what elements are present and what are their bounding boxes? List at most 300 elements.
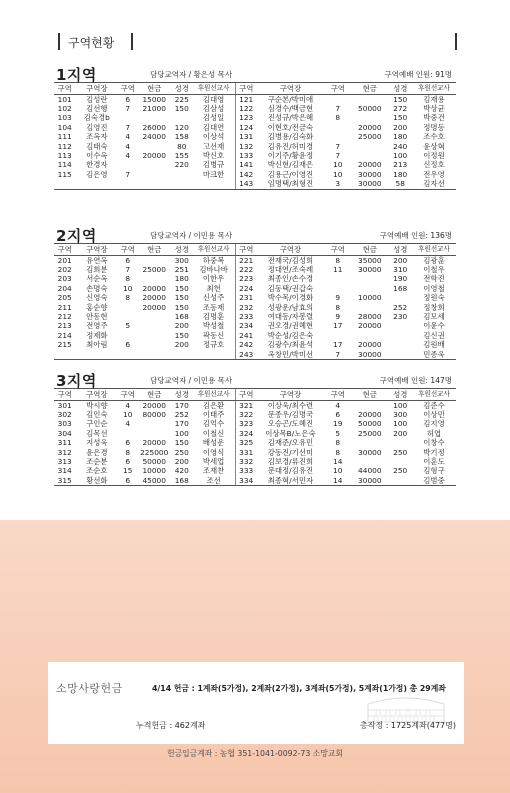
table-cell: 150 bbox=[174, 293, 189, 303]
table-cell: 168 bbox=[393, 283, 408, 293]
table-cell: 7 bbox=[125, 169, 131, 179]
table-cell: 241 bbox=[239, 330, 254, 340]
region-table bbox=[54, 244, 456, 360]
table-cell bbox=[171, 113, 192, 122]
table-cell: 김영진 bbox=[86, 122, 108, 132]
table-cell: 133 bbox=[239, 150, 254, 160]
table-cell: 박수목/이경화 bbox=[267, 293, 314, 303]
table-cell: 7 bbox=[324, 350, 351, 360]
table-cell: 15000 bbox=[142, 94, 166, 104]
table-cell: 정대연/조숙례 bbox=[267, 264, 314, 274]
table-cell: 213 bbox=[57, 321, 72, 331]
table-cell bbox=[351, 400, 388, 410]
table-cell: 250 bbox=[393, 466, 408, 476]
column-header: 구역 bbox=[235, 244, 256, 255]
table-cell: 215 bbox=[57, 340, 72, 350]
table-cell: 7 bbox=[335, 141, 341, 151]
table-cell: 100 bbox=[393, 150, 408, 160]
table-cell: 김재준/오유민 bbox=[267, 438, 314, 448]
table-cell: 김명훈 bbox=[192, 312, 235, 321]
table-cell: 조선 bbox=[192, 476, 235, 486]
table-cell: 박상균 bbox=[423, 103, 445, 113]
table-cell: 314 bbox=[57, 466, 72, 476]
table-cell: 김유진/허미경 bbox=[267, 141, 314, 151]
region-name: 1지역 bbox=[56, 66, 97, 84]
table-cell: 이영철 bbox=[423, 283, 445, 293]
table-cell: 김원배 bbox=[423, 340, 445, 350]
table-cell bbox=[54, 179, 75, 189]
table-row bbox=[54, 132, 456, 141]
table-cell: 김동택/권갑숙 bbox=[267, 283, 314, 293]
region-header bbox=[54, 369, 456, 389]
table-cell: 권오경/권혜현 bbox=[267, 321, 314, 331]
table-cell: 김신권 bbox=[423, 330, 445, 340]
table-cell bbox=[324, 132, 351, 141]
table-header-row bbox=[54, 83, 456, 94]
table-cell: 유연옥 bbox=[86, 255, 108, 265]
table-cell bbox=[118, 303, 137, 312]
table-cell: 30000 bbox=[358, 169, 382, 179]
column-header: 성경 bbox=[171, 244, 192, 255]
table-cell bbox=[137, 179, 171, 189]
table-row bbox=[54, 293, 456, 302]
table-cell: 이철신 bbox=[192, 429, 235, 438]
region-pastor: 담당교역자 / 황은성 목사 bbox=[150, 70, 233, 79]
table-cell bbox=[118, 113, 137, 122]
table-cell: 4 bbox=[125, 400, 131, 410]
table-row bbox=[54, 94, 456, 104]
column-header: 구역 bbox=[118, 83, 137, 94]
table-cell: 214 bbox=[57, 330, 72, 340]
table-cell: 신정호 bbox=[423, 160, 445, 170]
table-cell: 213 bbox=[393, 160, 408, 170]
table-cell: 곽동신 bbox=[192, 331, 235, 340]
region-header bbox=[54, 224, 456, 244]
table-cell: 7 bbox=[125, 264, 131, 274]
table-cell: 정원숙 bbox=[423, 293, 445, 303]
table-cell: 25000 bbox=[358, 132, 382, 142]
table-cell: 황선화 bbox=[75, 476, 118, 486]
table-cell: 한경자 bbox=[86, 160, 108, 170]
table-cell: 251 bbox=[174, 264, 189, 274]
table-cell: 114 bbox=[57, 160, 72, 170]
table-cell: 정명동 bbox=[423, 122, 445, 132]
page-header bbox=[0, 0, 510, 60]
table-cell: 20000 bbox=[358, 340, 382, 350]
table-cell bbox=[54, 350, 75, 360]
table-cell: 9 bbox=[335, 293, 341, 303]
table-cell bbox=[388, 331, 412, 340]
table-cell: 321 bbox=[239, 400, 254, 410]
table-cell: 이영식 bbox=[192, 448, 235, 457]
table-cell: 180 bbox=[174, 274, 189, 284]
column-header: 구역장 bbox=[257, 83, 325, 94]
table-cell: 구인순 bbox=[86, 419, 108, 429]
table-cell bbox=[324, 94, 351, 104]
table-header-row bbox=[54, 389, 456, 400]
table-row bbox=[54, 312, 456, 321]
table-cell bbox=[388, 350, 412, 360]
table-cell: 김병규 bbox=[192, 160, 235, 169]
table-cell: 28000 bbox=[358, 311, 382, 321]
table-cell: 김희분 bbox=[86, 264, 108, 274]
table-cell: 최헌 bbox=[192, 284, 235, 293]
table-cell: 심경수/백금현 bbox=[267, 103, 314, 113]
table-cell bbox=[192, 350, 235, 360]
table-cell: 322 bbox=[239, 409, 254, 419]
table-cell bbox=[351, 113, 388, 122]
table-cell: 이철우 bbox=[423, 264, 445, 274]
table-cell: 7 bbox=[125, 103, 131, 113]
table-cell: 4 bbox=[125, 132, 131, 142]
table-cell: 303 bbox=[57, 419, 72, 429]
table-cell: 190 bbox=[393, 274, 408, 284]
table-row bbox=[54, 151, 456, 160]
table-cell: 5 bbox=[335, 428, 341, 438]
table-cell: 158 bbox=[174, 132, 189, 142]
region-header bbox=[54, 63, 456, 83]
table-row bbox=[54, 284, 456, 293]
column-header: 현금 bbox=[351, 389, 388, 400]
donation-details: 4/14 헌금 : 1계좌(5가정), 2계좌(2가정), 3계좌(5가정), 5계좌(1가정) 총 29계좌 bbox=[152, 684, 446, 693]
table-cell bbox=[75, 179, 118, 189]
column-header: 구역 bbox=[54, 389, 75, 400]
table-cell: 30000 bbox=[351, 179, 388, 189]
table-cell: 구순본/박미애 bbox=[267, 94, 314, 104]
table-cell: 8 bbox=[125, 447, 131, 457]
table-cell: 240 bbox=[393, 141, 408, 151]
table-row bbox=[54, 438, 456, 447]
table-cell bbox=[388, 438, 412, 447]
table-cell: 임명택/최형진 bbox=[257, 179, 325, 189]
table-cell: 8 bbox=[335, 447, 341, 457]
table-cell: 104 bbox=[57, 122, 72, 132]
table-cell: 200 bbox=[393, 428, 408, 438]
table-cell: 332 bbox=[239, 456, 254, 466]
column-header: 구역 bbox=[324, 83, 351, 94]
table-row bbox=[54, 429, 456, 438]
table-cell: 6 bbox=[335, 409, 341, 419]
table-cell: 김은영 bbox=[86, 169, 108, 179]
table-cell: 10 bbox=[333, 160, 343, 170]
table-cell: 이상욱/최수련 bbox=[267, 400, 314, 410]
table-cell: 132 bbox=[239, 141, 254, 151]
table-cell: 조동제 bbox=[192, 303, 235, 312]
table-cell: 232 bbox=[239, 302, 254, 312]
table-cell: 224 bbox=[239, 283, 254, 293]
table-row bbox=[54, 466, 456, 475]
table-cell bbox=[351, 284, 388, 293]
table-cell: 225000 bbox=[140, 447, 169, 457]
table-cell: 지성욱 bbox=[86, 438, 108, 448]
table-cell bbox=[351, 142, 388, 151]
table-cell: 6 bbox=[125, 438, 131, 448]
table-cell: 박세업 bbox=[192, 457, 235, 466]
table-cell: 정제화 bbox=[86, 330, 108, 340]
table-cell: 최종인/손수경 bbox=[267, 274, 314, 284]
table-cell: 205 bbox=[57, 293, 72, 303]
table-cell: 200 bbox=[393, 122, 408, 132]
column-header: 현금 bbox=[351, 244, 388, 255]
table-cell bbox=[137, 170, 171, 179]
table-cell: 하중복 bbox=[192, 255, 235, 265]
table-row bbox=[54, 170, 456, 179]
table-cell bbox=[137, 113, 171, 122]
region-name: 2지역 bbox=[56, 227, 97, 245]
table-cell bbox=[171, 350, 192, 360]
table-cell: 200 bbox=[174, 340, 189, 350]
table-cell: 이상목B/노은숙 bbox=[265, 428, 316, 438]
table-cell: 221 bbox=[239, 255, 254, 265]
table-row bbox=[54, 419, 456, 428]
table-cell: 윤은경 bbox=[86, 447, 108, 457]
table-row bbox=[54, 340, 456, 349]
table-cell: 전영주 bbox=[86, 321, 108, 331]
table-cell: 5 bbox=[125, 321, 131, 331]
table-cell: 김자선 bbox=[412, 179, 456, 189]
table-cell: 333 bbox=[239, 466, 254, 476]
table-cell: 옥창민/박미선 bbox=[257, 350, 325, 360]
table-row bbox=[54, 331, 456, 340]
table-cell: 10 bbox=[333, 466, 343, 476]
table-cell: 25000 bbox=[358, 428, 382, 438]
table-cell: 배성운 bbox=[192, 438, 235, 447]
table-cell: 212 bbox=[57, 311, 72, 321]
header-divider-left bbox=[58, 33, 60, 50]
table-cell: 334 bbox=[235, 476, 256, 486]
table-cell: 302 bbox=[57, 409, 72, 419]
table-cell: 정창희 bbox=[423, 302, 445, 312]
table-cell: 150 bbox=[174, 103, 189, 113]
table-cell bbox=[137, 274, 171, 283]
table-cell: 고선재 bbox=[192, 142, 235, 151]
table-cell: 25000 bbox=[142, 264, 166, 274]
column-header: 구역장 bbox=[75, 244, 118, 255]
table-cell: 15 bbox=[123, 466, 133, 476]
table-cell bbox=[75, 350, 118, 360]
column-header: 구역장 bbox=[257, 389, 325, 400]
table-cell: 김광수/최윤석 bbox=[267, 340, 314, 350]
table-cell: 김광훈 bbox=[423, 255, 445, 265]
table-cell: 이정원 bbox=[423, 150, 445, 160]
table-cell: 이상석 bbox=[192, 132, 235, 141]
table-cell: 201 bbox=[57, 255, 72, 265]
table-cell: 조재찬 bbox=[192, 466, 235, 475]
table-cell: 홍순향 bbox=[86, 302, 108, 312]
table-cell: 123 bbox=[239, 113, 254, 123]
table-cell: 30000 bbox=[351, 476, 388, 486]
table-cell: 전재국/김성희 bbox=[267, 255, 314, 265]
table-cell: 122 bbox=[239, 103, 254, 113]
table-cell: 이윤수 bbox=[423, 321, 445, 331]
table-cell: 마크한 bbox=[192, 170, 235, 179]
table-row bbox=[54, 410, 456, 419]
table-cell: 3 bbox=[324, 179, 351, 189]
table-cell: 민종욱 bbox=[412, 350, 456, 360]
table-cell: 311 bbox=[57, 438, 72, 448]
table-cell: 이훈도 bbox=[423, 456, 445, 466]
table-row bbox=[54, 104, 456, 113]
table-cell: 김인숙 bbox=[86, 409, 108, 419]
header-divider-right bbox=[131, 33, 133, 50]
table-cell bbox=[324, 331, 351, 340]
table-cell: 이창수 bbox=[423, 438, 445, 448]
table-cell: 4 bbox=[125, 150, 131, 160]
table-cell: 7 bbox=[335, 150, 341, 160]
table-cell bbox=[351, 438, 388, 447]
table-cell: 124 bbox=[239, 122, 254, 132]
table-cell: 80000 bbox=[142, 409, 166, 419]
table-cell bbox=[388, 476, 412, 486]
table-cell bbox=[118, 160, 137, 169]
table-cell: 9 bbox=[335, 311, 341, 321]
table-cell: 180 bbox=[393, 132, 408, 142]
table-cell bbox=[351, 94, 388, 104]
column-header: 성경 bbox=[388, 244, 412, 255]
table-cell: 6 bbox=[125, 255, 131, 265]
donation-cumulative: 누적헌금 : 462계좌 bbox=[136, 721, 206, 730]
table-cell: 223 bbox=[239, 274, 254, 284]
table-cell bbox=[137, 312, 171, 321]
table-cell: 김선행 bbox=[86, 103, 108, 113]
table-cell: 김보경/류진희 bbox=[267, 456, 314, 466]
table-cell: 231 bbox=[239, 293, 254, 303]
table-cell: 200 bbox=[174, 456, 189, 466]
region-pastor: 담당교역자 / 이민용 목사 bbox=[150, 376, 233, 385]
table-cell: 서순옥 bbox=[86, 274, 108, 284]
table-cell: 20000 bbox=[142, 283, 166, 293]
table-cell: 143 bbox=[235, 179, 256, 189]
table-row bbox=[54, 476, 456, 486]
table-cell: 8 bbox=[335, 438, 341, 448]
table-cell: 200 bbox=[174, 321, 189, 331]
table-cell: 최아림 bbox=[86, 340, 108, 350]
table-cell: 170 bbox=[174, 400, 189, 410]
table-cell: 100 bbox=[393, 419, 408, 429]
column-header: 현금 bbox=[137, 244, 171, 255]
column-header: 후원선교사 bbox=[412, 389, 456, 400]
table-cell bbox=[137, 419, 171, 428]
table-cell: 420 bbox=[174, 466, 189, 476]
table-cell bbox=[118, 429, 137, 438]
table-cell: 6 bbox=[118, 476, 137, 486]
table-cell: 180 bbox=[393, 169, 408, 179]
column-header: 현금 bbox=[351, 83, 388, 94]
table-cell: 45000 bbox=[137, 476, 171, 486]
table-cell: 24000 bbox=[142, 132, 166, 142]
table-cell: 김은환 bbox=[192, 400, 235, 410]
table-cell: 정규호 bbox=[192, 340, 235, 349]
table-cell: 성광운/남효의 bbox=[267, 302, 314, 312]
table-cell bbox=[118, 179, 137, 189]
table-cell: 250 bbox=[393, 447, 408, 457]
table-cell bbox=[192, 179, 235, 189]
column-header: 구역장 bbox=[257, 244, 325, 255]
table-cell: 252 bbox=[174, 409, 189, 419]
table-cell: 문종우/김명국 bbox=[267, 409, 314, 419]
table-cell: 304 bbox=[57, 428, 72, 438]
table-cell: 박시향 bbox=[86, 400, 108, 410]
table-cell: 김억수 bbox=[192, 419, 235, 428]
table-cell: 박순성/김은숙 bbox=[267, 330, 314, 340]
table-cell: 26000 bbox=[142, 122, 166, 132]
table-cell: 252 bbox=[393, 302, 408, 312]
table-cell: 김모세 bbox=[423, 311, 445, 321]
table-cell bbox=[137, 350, 171, 360]
table-cell: 7 bbox=[125, 122, 131, 132]
table-cell bbox=[171, 179, 192, 189]
table-cell: 100 bbox=[393, 400, 408, 410]
table-cell: 141 bbox=[239, 160, 254, 170]
table-cell bbox=[118, 350, 137, 360]
donation-total: 총작정 : 1725계좌(477명) bbox=[359, 721, 456, 730]
table-cell: 323 bbox=[239, 419, 254, 429]
table-cell: 101 bbox=[57, 94, 72, 104]
table-cell bbox=[137, 255, 171, 265]
table-cell: 6 bbox=[125, 340, 131, 350]
table-cell bbox=[137, 160, 171, 169]
table-row bbox=[54, 274, 456, 283]
table-cell: 10000 bbox=[142, 466, 166, 476]
table-cell: 김대영 bbox=[192, 94, 235, 104]
table-cell: 안동현 bbox=[86, 311, 108, 321]
table-cell: 150 bbox=[174, 302, 189, 312]
column-header: 현금 bbox=[137, 389, 171, 400]
table-cell: 325 bbox=[239, 438, 254, 448]
table-cell: 박기정 bbox=[423, 447, 445, 457]
table-cell: 4 bbox=[335, 400, 341, 410]
table-cell: 204 bbox=[57, 283, 72, 293]
table-cell bbox=[351, 457, 388, 466]
table-cell: 10 bbox=[333, 169, 343, 179]
column-header: 구역 bbox=[324, 244, 351, 255]
page-title: 구역현황 bbox=[68, 36, 115, 50]
table-cell: 전학진 bbox=[423, 274, 445, 284]
table-cell bbox=[388, 293, 412, 302]
region-name: 3지역 bbox=[56, 372, 97, 390]
column-header: 구역 bbox=[235, 83, 256, 94]
table-cell: 203 bbox=[57, 274, 72, 284]
table-cell: 44000 bbox=[358, 466, 382, 476]
table-cell: 조옥자 bbox=[86, 132, 108, 142]
region-count: 구역예배 인원: 91명 bbox=[384, 70, 452, 79]
table-cell: 120 bbox=[174, 122, 189, 132]
table-cell: 112 bbox=[57, 141, 72, 151]
table-cell: 조순호 bbox=[86, 466, 108, 476]
table-cell: 6 bbox=[125, 94, 131, 104]
table-cell: 8 bbox=[335, 255, 341, 265]
table-cell bbox=[118, 312, 137, 321]
table-cell: 문대정/김유진 bbox=[267, 466, 314, 476]
table-cell bbox=[137, 331, 171, 340]
table-cell: 이기주/황윤정 bbox=[267, 150, 314, 160]
table-cell: 200 bbox=[393, 255, 408, 265]
table-cell: 박신현/김재은 bbox=[267, 160, 314, 170]
table-cell: 허엽 bbox=[426, 428, 442, 438]
table-cell: 312 bbox=[57, 447, 72, 457]
table-cell: 10 bbox=[123, 283, 133, 293]
table-cell: 8 bbox=[335, 113, 341, 123]
table-cell: 300 bbox=[174, 255, 189, 265]
table-cell bbox=[324, 274, 351, 283]
table-row bbox=[54, 303, 456, 312]
table-cell: 30000 bbox=[358, 447, 382, 457]
table-cell: 이수옥 bbox=[86, 150, 108, 160]
table-cell bbox=[388, 340, 412, 349]
table-cell: 4 bbox=[125, 141, 131, 151]
table-cell bbox=[137, 321, 171, 330]
table-cell: 20000 bbox=[142, 302, 166, 312]
